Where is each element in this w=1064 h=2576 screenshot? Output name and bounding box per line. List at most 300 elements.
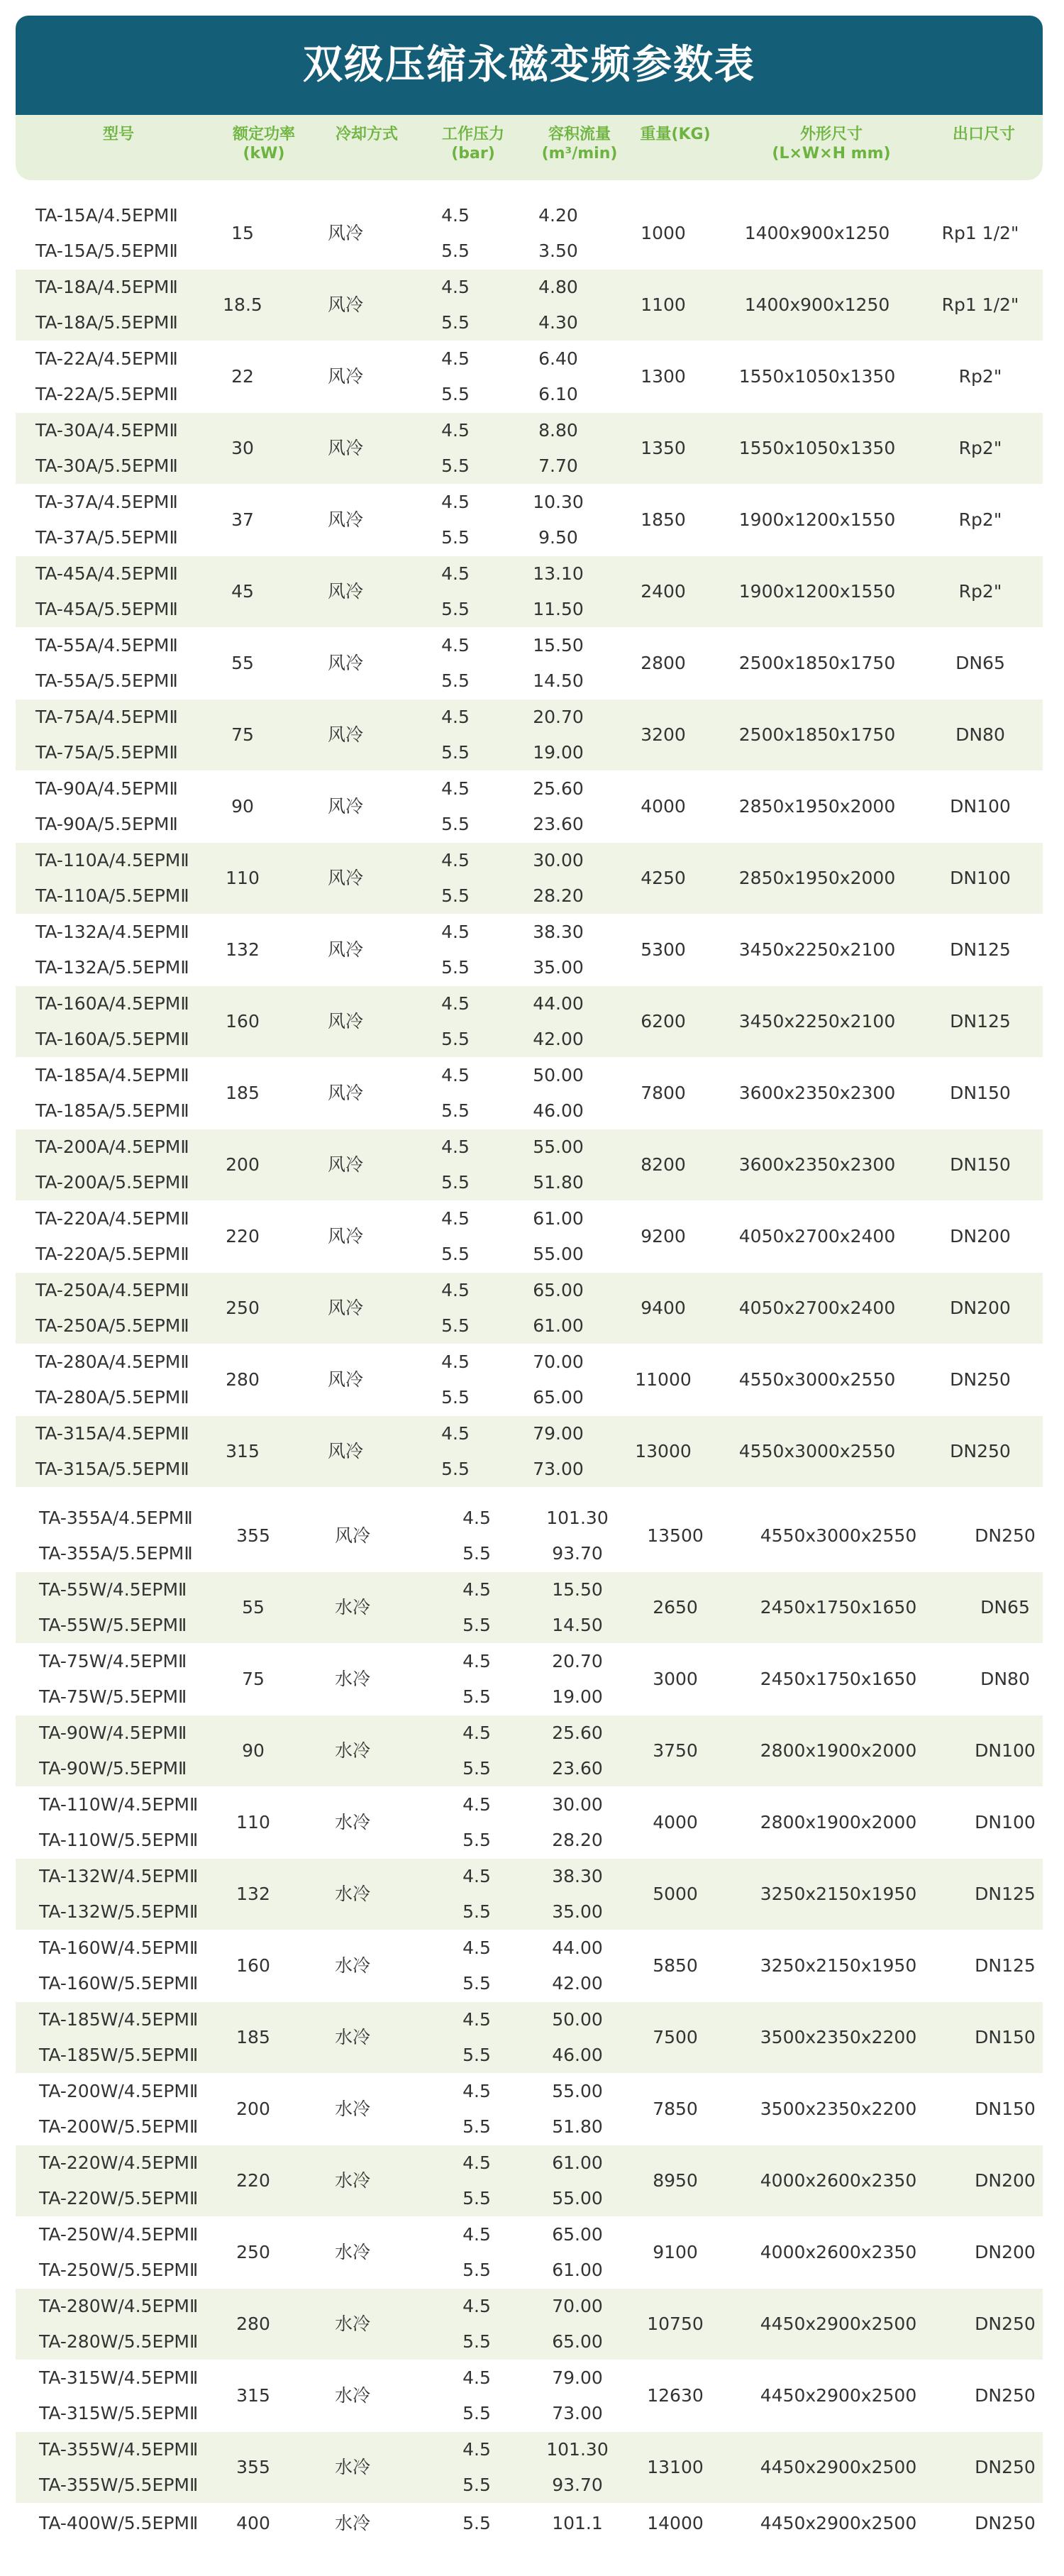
working-pressure: 5.5 [462, 2475, 491, 2495]
table-row [16, 1930, 1043, 2001]
working-pressure: 4.5 [441, 707, 470, 727]
table-row [16, 1201, 1043, 1272]
working-pressure: 4.5 [462, 1579, 491, 1600]
model-name: TA-90W/5.5EPMⅡ [39, 1758, 187, 1779]
model-name: TA-110A/4.5EPMⅡ [35, 850, 189, 870]
working-pressure: 5.5 [462, 1830, 491, 1850]
weight-value: 14000 [647, 2513, 704, 2533]
flow-rate: 46.00 [552, 2045, 603, 2065]
flow-rate: 70.00 [533, 1351, 584, 1372]
table-row [16, 2289, 1043, 2360]
model-name: TA-30A/4.5EPMⅡ [35, 420, 178, 441]
cooling-method: 风冷 [327, 1441, 363, 1461]
cooling-method: 风冷 [327, 868, 363, 888]
cooling-method: 水冷 [334, 2314, 370, 2334]
weight-value: 2650 [653, 1597, 698, 1618]
working-pressure: 5.5 [441, 1172, 470, 1193]
rated-power: 400 [236, 2513, 270, 2533]
model-name: TA-355A/4.5EPMⅡ [39, 1508, 193, 1528]
working-pressure: 5.5 [441, 670, 470, 691]
dimensions-value: 4000x2600x2350 [760, 2170, 917, 2191]
flow-rate: 19.00 [533, 742, 584, 763]
outlet-size: DN250 [975, 1525, 1036, 1546]
weight-value: 1100 [641, 294, 686, 315]
table-row [16, 1129, 1043, 1200]
working-pressure: 5.5 [441, 1244, 470, 1264]
weight-value: 4250 [641, 868, 686, 888]
working-pressure: 4.5 [441, 635, 470, 656]
outlet-size: DN125 [950, 939, 1011, 960]
dimensions-value: 2500x1850x1750 [738, 724, 896, 745]
rated-power: 250 [236, 2242, 270, 2262]
cooling-method: 水冷 [334, 2170, 370, 2191]
flow-rate: 61.00 [552, 2260, 603, 2280]
dimensions-value: 2850x1950x2000 [738, 796, 896, 817]
weight-value: 1300 [641, 366, 686, 387]
outlet-size: DN65 [955, 653, 1005, 673]
flow-rate: 35.00 [533, 957, 584, 978]
table-row [16, 341, 1043, 412]
title-bar [16, 16, 1043, 115]
rated-power: 110 [226, 868, 260, 888]
working-pressure: 5.5 [441, 742, 470, 763]
working-pressure: 4.5 [441, 993, 470, 1014]
flow-rate: 61.00 [533, 1315, 584, 1336]
dimensions-value: 3450x2250x2100 [738, 1011, 896, 1032]
working-pressure: 4.5 [441, 778, 470, 799]
model-name: TA-160W/5.5EPMⅡ [39, 1973, 199, 1994]
model-name: TA-200A/4.5EPMⅡ [35, 1137, 189, 1157]
rated-power: 55 [242, 1597, 265, 1618]
outlet-size: Rp2" [958, 366, 1002, 387]
table-row [16, 1859, 1043, 1930]
rated-power: 22 [231, 366, 254, 387]
model-name: TA-315A/4.5EPMⅡ [35, 1423, 189, 1444]
dimensions-value: 3500x2350x2200 [760, 2027, 917, 2047]
table-row [16, 2360, 1043, 2431]
outlet-size: DN250 [950, 1369, 1011, 1390]
rated-power: 280 [226, 1369, 260, 1390]
flow-rate: 13.10 [533, 563, 584, 584]
working-pressure: 5.5 [441, 1029, 470, 1049]
flow-rate: 4.20 [538, 205, 578, 226]
flow-rate: 101.30 [546, 2439, 609, 2460]
table-row [16, 198, 1043, 269]
outlet-size: Rp1 1/2" [941, 294, 1019, 315]
cooling-method: 水冷 [334, 1955, 370, 1976]
model-name: TA-75A/4.5EPMⅡ [35, 707, 178, 727]
model-name: TA-200W/5.5EPMⅡ [39, 2116, 199, 2137]
flow-rate: 7.70 [538, 455, 578, 476]
table-row [16, 1058, 1043, 1129]
working-pressure: 5.5 [441, 455, 470, 476]
outlet-size: DN150 [975, 2099, 1036, 2119]
table-row [16, 1787, 1043, 1858]
flow-rate: 23.60 [552, 1758, 603, 1779]
working-pressure: 5.5 [441, 1459, 470, 1479]
flow-rate: 6.40 [538, 348, 578, 369]
rated-power: 75 [231, 724, 254, 745]
dimensions-value: 2800x1900x2000 [760, 1812, 917, 1833]
model-name: TA-185W/4.5EPMⅡ [39, 2009, 199, 2030]
table-row [16, 628, 1043, 699]
flow-rate: 51.80 [552, 2116, 603, 2137]
dimensions-value: 4550x3000x2550 [760, 1525, 917, 1546]
working-pressure: 4.5 [462, 2439, 491, 2460]
cooling-method: 风冷 [327, 581, 363, 602]
weight-value: 7800 [641, 1083, 686, 1103]
rated-power: 200 [226, 1154, 260, 1175]
flow-rate: 30.00 [552, 1794, 603, 1815]
model-name: TA-355W/4.5EPMⅡ [39, 2439, 199, 2460]
table-row [16, 2504, 1043, 2543]
working-pressure: 4.5 [462, 1937, 491, 1958]
flow-rate: 50.00 [533, 1065, 584, 1085]
working-pressure: 4.5 [462, 1794, 491, 1815]
cooling-method: 风冷 [327, 438, 363, 458]
flow-rate: 44.00 [552, 1937, 603, 1958]
rated-power: 355 [236, 1525, 270, 1546]
model-name: TA-280A/5.5EPMⅡ [35, 1387, 189, 1408]
cooling-method: 风冷 [327, 1298, 363, 1318]
flow-rate: 55.00 [533, 1244, 584, 1264]
model-name: TA-90W/4.5EPMⅡ [39, 1723, 187, 1743]
working-pressure: 5.5 [441, 527, 470, 548]
model-name: TA-22A/5.5EPMⅡ [35, 384, 178, 404]
flow-rate: 19.00 [552, 1686, 603, 1707]
model-name: TA-160A/4.5EPMⅡ [35, 993, 189, 1014]
model-name: TA-185A/4.5EPMⅡ [35, 1065, 189, 1085]
outlet-size: DN125 [975, 1955, 1036, 1976]
cooling-method: 风冷 [327, 1083, 363, 1103]
model-name: TA-22A/4.5EPMⅡ [35, 348, 178, 369]
working-pressure: 4.5 [441, 1137, 470, 1157]
model-name: TA-315W/5.5EPMⅡ [39, 2403, 199, 2423]
header-outlet: 出口尺寸 [952, 126, 1015, 143]
cooling-method: 水冷 [334, 1597, 370, 1618]
dimensions-value: 1550x1050x1350 [738, 438, 896, 458]
flow-rate: 73.00 [533, 1459, 584, 1479]
flow-rate: 15.50 [552, 1579, 603, 1600]
outlet-size: DN200 [950, 1298, 1011, 1318]
flow-rate: 65.00 [533, 1280, 584, 1300]
flow-rate: 42.00 [533, 1029, 584, 1049]
table-row [16, 270, 1043, 341]
model-name: TA-15A/4.5EPMⅡ [35, 205, 178, 226]
flow-rate: 14.50 [552, 1615, 603, 1635]
model-name: TA-75A/5.5EPMⅡ [35, 742, 178, 763]
rated-power: 315 [236, 2385, 270, 2406]
outlet-size: DN200 [975, 2242, 1036, 2262]
model-name: TA-132W/4.5EPMⅡ [39, 1866, 199, 1886]
model-name: TA-75W/5.5EPMⅡ [39, 1686, 187, 1707]
working-pressure: 5.5 [441, 957, 470, 978]
working-pressure: 4.5 [441, 922, 470, 942]
model-name: TA-185W/5.5EPMⅡ [39, 2045, 199, 2065]
dimensions-value: 3600x2350x2300 [738, 1083, 896, 1103]
working-pressure: 4.5 [441, 1208, 470, 1229]
model-name: TA-132W/5.5EPMⅡ [39, 1901, 199, 1922]
weight-value: 1000 [641, 223, 686, 243]
table-row [16, 2432, 1043, 2503]
cooling-method: 水冷 [334, 2027, 370, 2047]
outlet-size: DN250 [975, 2457, 1036, 2477]
flow-rate: 38.30 [552, 1866, 603, 1886]
outlet-size: DN150 [950, 1154, 1011, 1175]
rated-power: 315 [226, 1441, 260, 1461]
cooling-method: 水冷 [334, 1812, 370, 1833]
model-name: TA-18A/5.5EPMⅡ [35, 312, 178, 333]
working-pressure: 4.5 [441, 850, 470, 870]
flow-rate: 65.00 [533, 1387, 584, 1408]
working-pressure: 4.5 [462, 2081, 491, 2101]
flow-rate: 65.00 [552, 2224, 603, 2245]
weight-value: 9400 [641, 1298, 686, 1318]
outlet-size: Rp2" [958, 581, 1002, 602]
cooling-method: 水冷 [334, 2242, 370, 2262]
weight-value: 4000 [653, 1812, 698, 1833]
working-pressure: 5.5 [441, 241, 470, 261]
flow-rate: 28.20 [552, 1830, 603, 1850]
model-name: TA-90A/4.5EPMⅡ [35, 778, 178, 799]
dimensions-value: 4450x2900x2500 [760, 2457, 917, 2477]
model-name: TA-250W/5.5EPMⅡ [39, 2260, 199, 2280]
header-flow: 容积流量 (m³/min) [541, 126, 618, 162]
model-name: TA-15A/5.5EPMⅡ [35, 241, 178, 261]
rated-power: 132 [226, 939, 260, 960]
header-weight: 重量(KG) [640, 126, 711, 143]
weight-value: 10750 [647, 2314, 704, 2334]
cooling-method: 风冷 [327, 223, 363, 243]
rated-power: 90 [242, 1740, 265, 1761]
weight-value: 5850 [653, 1955, 698, 1976]
flow-rate: 3.50 [538, 241, 578, 261]
flow-rate: 61.00 [552, 2152, 603, 2173]
model-name: TA-90A/5.5EPMⅡ [35, 814, 178, 834]
rated-power: 30 [231, 438, 254, 458]
weight-value: 4000 [641, 796, 686, 817]
working-pressure: 4.5 [441, 1423, 470, 1444]
dimensions-value: 3500x2350x2200 [760, 2099, 917, 2119]
weight-value: 13500 [647, 1525, 704, 1546]
working-pressure: 5.5 [462, 1686, 491, 1707]
outlet-size: DN150 [975, 2027, 1036, 2047]
flow-rate: 25.60 [533, 778, 584, 799]
dimensions-value: 4550x3000x2550 [738, 1441, 896, 1461]
weight-value: 7500 [653, 2027, 698, 2047]
table-row [16, 700, 1043, 770]
rated-power: 185 [236, 2027, 270, 2047]
outlet-size: DN100 [950, 796, 1011, 817]
working-pressure: 5.5 [441, 312, 470, 333]
flow-rate: 14.50 [533, 670, 584, 691]
dimensions-value: 2450x1750x1650 [760, 1597, 917, 1618]
dimensions-value: 2850x1950x2000 [738, 868, 896, 888]
working-pressure: 4.5 [441, 205, 470, 226]
cooling-method: 水冷 [334, 1884, 370, 1904]
weight-value: 8200 [641, 1154, 686, 1175]
dimensions-value: 1900x1200x1550 [738, 509, 896, 530]
rated-power: 250 [226, 1298, 260, 1318]
model-name: TA-250A/4.5EPMⅡ [35, 1280, 189, 1300]
table-row [16, 1572, 1043, 1643]
working-pressure: 5.5 [441, 885, 470, 906]
working-pressure: 4.5 [462, 2296, 491, 2316]
dimensions-value: 1400x900x1250 [744, 223, 890, 243]
model-name: TA-280W/5.5EPMⅡ [39, 2331, 199, 2352]
weight-value: 3000 [653, 1669, 698, 1689]
model-name: TA-110A/5.5EPMⅡ [35, 885, 189, 906]
model-name: TA-30A/5.5EPMⅡ [35, 455, 178, 476]
flow-rate: 55.00 [533, 1137, 584, 1157]
rated-power: 185 [226, 1083, 260, 1103]
working-pressure: 5.5 [441, 814, 470, 834]
weight-value: 12630 [647, 2385, 704, 2406]
working-pressure: 5.5 [462, 2116, 491, 2137]
model-name: TA-400W/5.5EPMⅡ [39, 2513, 199, 2533]
model-name: TA-18A/4.5EPMⅡ [35, 277, 178, 297]
outlet-size: DN125 [950, 1011, 1011, 1032]
flow-rate: 55.00 [552, 2188, 603, 2209]
model-name: TA-315W/4.5EPMⅡ [39, 2367, 199, 2388]
rated-power: 45 [231, 581, 254, 602]
rated-power: 37 [231, 509, 254, 530]
flow-rate: 65.00 [552, 2331, 603, 2352]
working-pressure: 4.5 [441, 492, 470, 512]
flow-rate: 44.00 [533, 993, 584, 1014]
model-name: TA-132A/5.5EPMⅡ [35, 957, 189, 978]
working-pressure: 4.5 [441, 348, 470, 369]
flow-rate: 61.00 [533, 1208, 584, 1229]
dimensions-value: 1900x1200x1550 [738, 581, 896, 602]
flow-rate: 35.00 [552, 1901, 603, 1922]
cooling-method: 水冷 [334, 1669, 370, 1689]
flow-rate: 15.50 [533, 635, 584, 656]
flow-rate: 38.30 [533, 922, 584, 942]
weight-value: 9100 [653, 2242, 698, 2262]
rated-power: 55 [231, 653, 254, 673]
weight-value: 6200 [641, 1011, 686, 1032]
cooling-method: 风冷 [327, 1369, 363, 1390]
model-name: TA-315A/5.5EPMⅡ [35, 1459, 189, 1479]
working-pressure: 5.5 [441, 599, 470, 619]
dimensions-value: 4450x2900x2500 [760, 2314, 917, 2334]
weight-value: 3200 [641, 724, 686, 745]
working-pressure: 4.5 [441, 1351, 470, 1372]
table-row [16, 914, 1043, 985]
dimensions-value: 4450x2900x2500 [760, 2513, 917, 2533]
dimensions-value: 1550x1050x1350 [738, 366, 896, 387]
model-name: TA-55A/4.5EPMⅡ [35, 635, 178, 656]
working-pressure: 4.5 [462, 2009, 491, 2030]
flow-rate: 93.70 [552, 2475, 603, 2495]
working-pressure: 5.5 [462, 1758, 491, 1779]
outlet-size: DN250 [975, 2513, 1036, 2533]
dimensions-value: 4050x2700x2400 [738, 1226, 896, 1246]
cooling-method: 风冷 [327, 294, 363, 315]
outlet-size: DN250 [950, 1441, 1011, 1461]
working-pressure: 5.5 [462, 1615, 491, 1635]
model-name: TA-280W/4.5EPMⅡ [39, 2296, 199, 2316]
model-name: TA-200A/5.5EPMⅡ [35, 1172, 189, 1193]
working-pressure: 5.5 [462, 2331, 491, 2352]
flow-rate: 11.50 [533, 599, 584, 619]
cooling-method: 风冷 [327, 1011, 363, 1032]
working-pressure: 5.5 [462, 2403, 491, 2423]
flow-rate: 101.30 [546, 1508, 609, 1528]
flow-rate: 93.70 [552, 1543, 603, 1564]
flow-rate: 20.70 [552, 1651, 603, 1671]
outlet-size: DN80 [980, 1669, 1030, 1689]
table-row [16, 1500, 1043, 1571]
table-row [16, 2002, 1043, 2073]
model-name: TA-37A/4.5EPMⅡ [35, 492, 178, 512]
model-name: TA-132A/4.5EPMⅡ [35, 922, 189, 942]
outlet-size: DN100 [975, 1740, 1036, 1761]
weight-value: 2800 [641, 653, 686, 673]
weight-value: 2400 [641, 581, 686, 602]
working-pressure: 4.5 [462, 2367, 491, 2388]
dimensions-value: 2800x1900x2000 [760, 1740, 917, 1761]
model-name: TA-55W/5.5EPMⅡ [39, 1615, 187, 1635]
flow-rate: 73.00 [552, 2403, 603, 2423]
header-pressure: 工作压力 (bar) [441, 126, 504, 162]
weight-value: 13100 [647, 2457, 704, 2477]
outlet-size: DN250 [975, 2385, 1036, 2406]
dimensions-value: 3600x2350x2300 [738, 1154, 896, 1175]
table-row [16, 1344, 1043, 1415]
working-pressure: 4.5 [462, 2152, 491, 2173]
flow-rate: 25.60 [552, 1723, 603, 1743]
outlet-size: DN100 [975, 1812, 1036, 1833]
working-pressure: 5.5 [441, 1387, 470, 1408]
cooling-method: 水冷 [334, 2457, 370, 2477]
dimensions-value: 3250x2150x1950 [760, 1955, 917, 1976]
flow-rate: 50.00 [552, 2009, 603, 2030]
flow-rate: 23.60 [533, 814, 584, 834]
header-model: 型号 [102, 126, 134, 143]
dimensions-value: 4000x2600x2350 [760, 2242, 917, 2262]
working-pressure: 5.5 [441, 1315, 470, 1336]
rated-power: 220 [226, 1226, 260, 1246]
working-pressure: 4.5 [441, 563, 470, 584]
rated-power: 75 [242, 1669, 265, 1689]
model-name: TA-160A/5.5EPMⅡ [35, 1029, 189, 1049]
model-name: TA-75W/4.5EPMⅡ [39, 1651, 187, 1671]
dimensions-value: 1400x900x1250 [744, 294, 890, 315]
model-name: TA-280A/4.5EPMⅡ [35, 1351, 189, 1372]
dimensions-value: 4050x2700x2400 [738, 1298, 896, 1318]
dimensions-value: 3450x2250x2100 [738, 939, 896, 960]
flow-rate: 4.30 [538, 312, 578, 333]
weight-value: 5300 [641, 939, 686, 960]
outlet-size: DN80 [955, 724, 1005, 745]
flow-rate: 79.00 [533, 1423, 584, 1444]
cooling-method: 水冷 [334, 2099, 370, 2119]
weight-value: 8950 [653, 2170, 698, 2191]
cooling-method: 风冷 [327, 1154, 363, 1175]
outlet-size: DN150 [950, 1083, 1011, 1103]
model-name: TA-185A/5.5EPMⅡ [35, 1100, 189, 1121]
model-name: TA-55A/5.5EPMⅡ [35, 670, 178, 691]
flow-rate: 20.70 [533, 707, 584, 727]
rated-power: 160 [226, 1011, 260, 1032]
flow-rate: 46.00 [533, 1100, 584, 1121]
model-name: TA-220A/4.5EPMⅡ [35, 1208, 189, 1229]
working-pressure: 5.5 [462, 2260, 491, 2280]
working-pressure: 5.5 [441, 384, 470, 404]
rated-power: 110 [236, 1812, 270, 1833]
